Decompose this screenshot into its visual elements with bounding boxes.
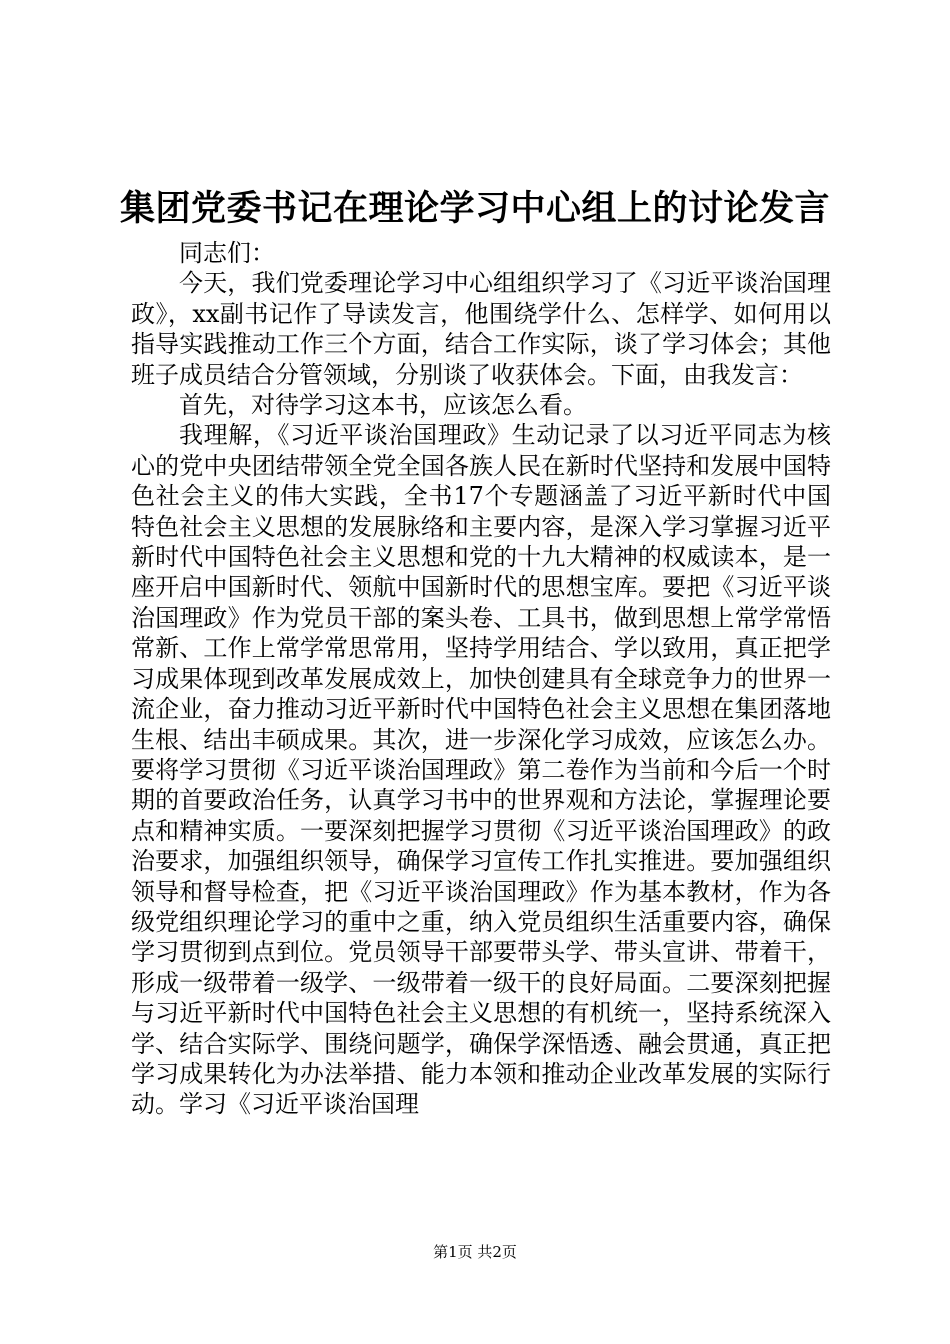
salutation-paragraph: 同志们： — [179, 239, 275, 267]
document-body — [131, 238, 831, 1120]
main-body-paragraph: 我理解，《习近平谈治国理政》生动记录了以习近平同志为核心的党中央团结带领全党全国各族人民在新时代坚持和发展中国特色社会主义的伟大实践，全书17个专题涵盖了习近平新时代中国特色社会主义思想的发展脉络和主要内容，是深入学习掌握习近平新时代中国特色社会主义思想和党的十九大精神的权威读本，是一座开启中国新时代、领航中国新时代的思想宝库。要把《习近平谈治国理政》作为党员干部的案头卷、工具书，做到思想上常学常悟常新、工作上常学常思常用，坚持学用结合、学以致用，真正把学习成果体现到改革发展成效上，加快创建具有全球竞争力的世界一流企业，奋力推动习近平新时代中国特色社会主义思想在集团落地生根、结出丰硕成果。其次，进一步深化学习成效，应该怎么办。要将学习贯彻《习近平谈治国理政》第二卷作为当前和今后一个时期的首要政治任务，认真学习书中的世界观和方法论，掌握理论要点和精神实质。一要深刻把握学习贯彻《习近平谈治国理政》的政治要求，加强组织领导，确保学习宣传工作扎实推进。要加强组织领导和督导检查，把《习近平谈治国理政》作为基本教材，作为各级党组织理论学习的重中之重，纳入党员组织生活重要内容，确保学习贯彻到点到位。党员领导干部要带头学、带头宣讲、带着干，形成一级带着一级学、一级带着一级干的良好局面。二要深刻把握与习近平新时代中国特色社会主义思想的有机统一，坚持系统深入学、结合实际学、围绕问题学，确保学深悟透、融会贯通，真正把学习成果转化为办法举措、能力本领和推动企业改革发展的实际行动。学习《习近平谈治国理 — [131, 421, 831, 1119]
first-point-paragraph: 首先，对待学习这本书，应该怎么看。 — [179, 391, 587, 420]
page-number-footer: 第1页 共2页 — [433, 1243, 517, 1261]
document-title: 集团党委书记在理论学习中心组上的讨论发言 — [119, 188, 830, 229]
intro-paragraph: 今天，我们党委理论学习中心组组织学习了《习近平谈治国理政》，xx副书记作了导读发言，他围绕学什么、怎样学、如何用以指导实践推动工作三个方面，结合工作实际，谈了学习体会；其他班子成员结合分管领域，分别谈了收获体会。下面，由我发言： — [131, 269, 831, 389]
